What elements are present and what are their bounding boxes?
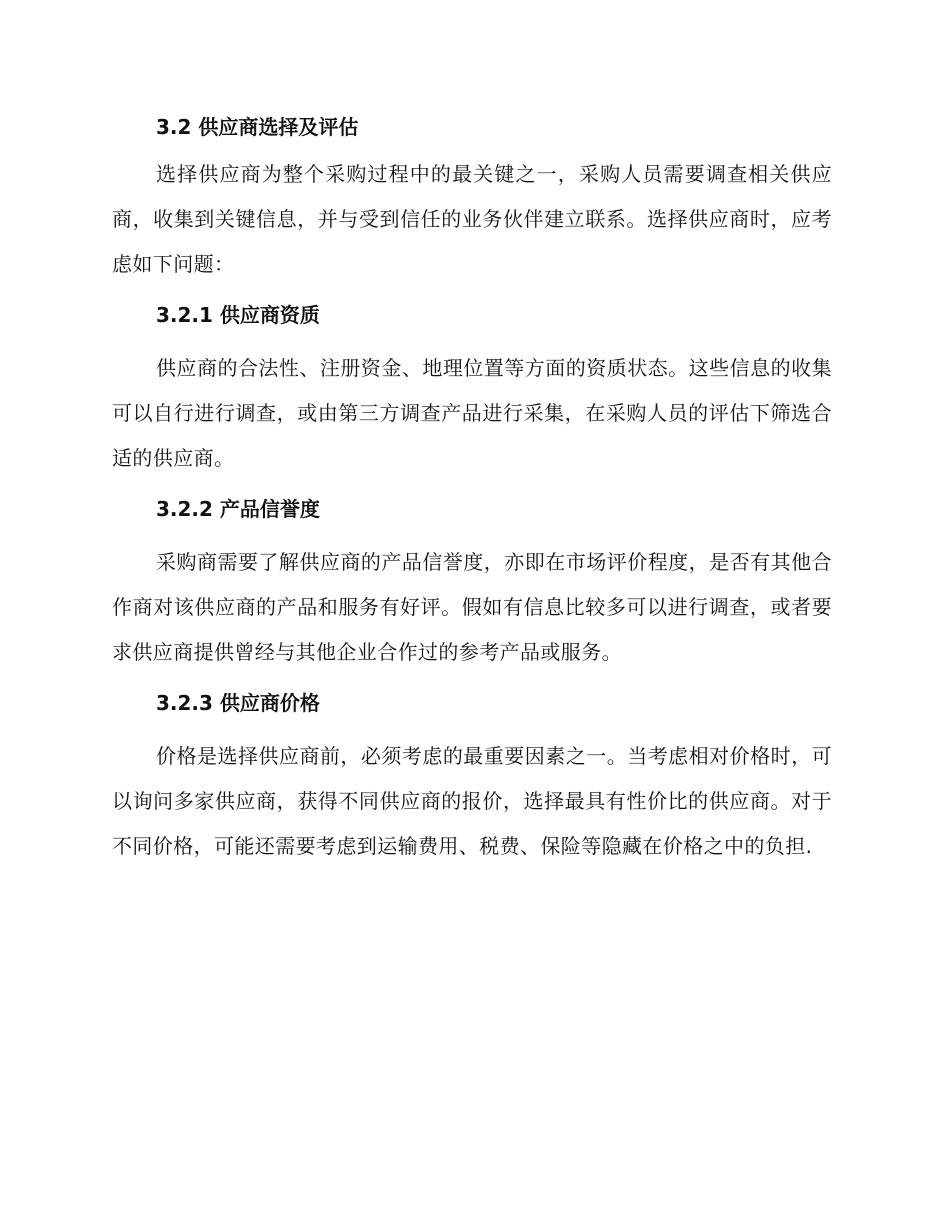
subsection-heading-qualification: 3.2.1 供应商资质 <box>156 303 320 327</box>
subsection-body-price: 价格是选择供应商前，必须考虑的最重要因素之一。当考虑相对价格时，可以询问多家供应商，获得不同供应商的报价，选择最具有性价比的供应商。对于不同价格，可能还需要考虑到运输费用、税费、保险等隐藏在价格之中的负担. <box>112 744 832 858</box>
subsection-heading-reputation: 3.2.2 产品信誉度 <box>156 497 320 521</box>
subsection-heading-price: 3.2.3 供应商价格 <box>156 691 320 715</box>
subsection-body-reputation: 采购商需要了解供应商的产品信誉度，亦即在市场评价程度，是否有其他合作商对该供应商的产品和服务有好评。假如有信息比较多可以进行调查，或者要求供应商提供曾经与其他企业合作过的参考产品或服务。 <box>112 550 832 664</box>
section-heading: 3.2 供应商选择及评估 <box>156 115 359 139</box>
section-intro-paragraph: 选择供应商为整个采购过程中的最关键之一，采购人员需要调查相关供应商，收集到关键信息，并与受到信任的业务伙伴建立联系。选择供应商时，应考虑如下问题： <box>112 162 832 276</box>
document-page <box>112 110 832 869</box>
subsection-body-qualification: 供应商的合法性、注册资金、地理位置等方面的资质状态。这些信息的收集可以自行进行调查，或由第三方调查产品进行采集，在采购人员的评估下筛选合适的供应商。 <box>112 356 832 470</box>
